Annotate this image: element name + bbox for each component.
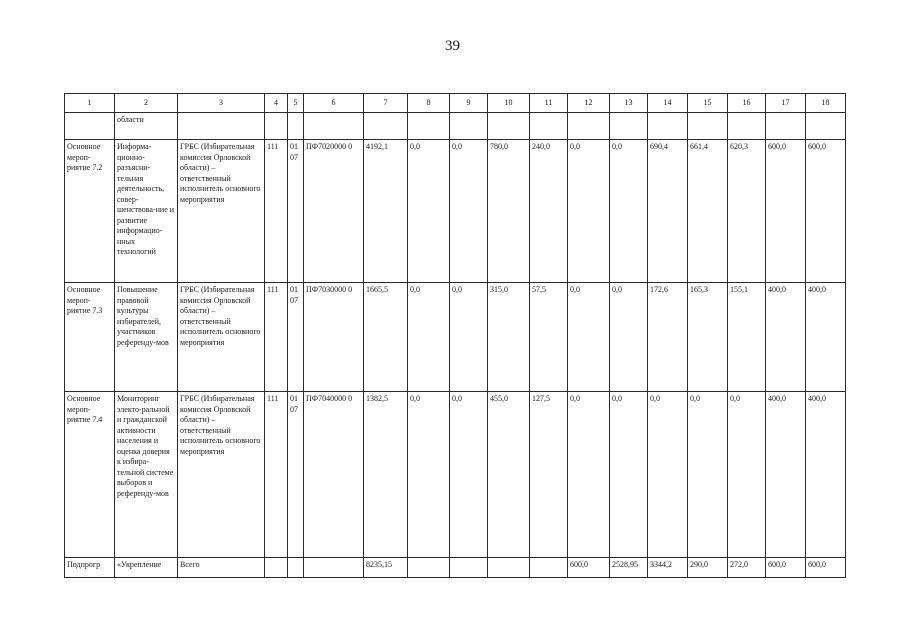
header-cell: 13 — [610, 94, 648, 113]
table-cell: 0,0 — [568, 140, 610, 283]
table-cell — [766, 113, 806, 140]
measure-name-cell: Информа-ционно-разъясни-тельная деятельность, совер-шенствова-ние и развитие информацио-нных технологий — [115, 140, 178, 283]
table-cell: 0,0 — [648, 392, 688, 558]
table-cell — [728, 113, 766, 140]
header-cell: 4 — [265, 94, 288, 113]
table-cell — [688, 113, 728, 140]
table-row — [65, 140, 846, 283]
table-cell: 600,0 — [568, 558, 610, 578]
table-cell: 0,0 — [610, 140, 648, 283]
header-cell: 9 — [450, 94, 488, 113]
table-cell: 0,0 — [450, 392, 488, 558]
table-row — [65, 392, 846, 558]
table-cell: 0,0 — [610, 392, 648, 558]
table-cell: 2528,95 — [610, 558, 648, 578]
table-cell: 0,0 — [610, 283, 648, 392]
table-cell — [530, 113, 568, 140]
header-cell: 12 — [568, 94, 610, 113]
table-cell: 4192,1 — [364, 140, 408, 283]
header-cell: 11 — [530, 94, 568, 113]
table-cell — [364, 113, 408, 140]
table-cell — [488, 558, 530, 578]
table-cell: 1665,5 — [364, 283, 408, 392]
table-cell: 620,3 — [728, 140, 766, 283]
budget-table — [64, 93, 846, 578]
table-cell: 155,1 — [728, 283, 766, 392]
table-cell: 455,0 — [488, 392, 530, 558]
table-cell: 315,0 — [488, 283, 530, 392]
table-cell: 111 — [265, 392, 288, 558]
header-cell: 10 — [488, 94, 530, 113]
table-cell: 0,0 — [568, 283, 610, 392]
header-cell: 7 — [364, 94, 408, 113]
table-cell: 240,0 — [530, 140, 568, 283]
measure-name-cell: Мониторинг электо-ральной и гражданской активности населения и оценка доверия к избира-тельной системе выборов и референду-мов — [115, 392, 178, 558]
table-cell: 0,0 — [408, 392, 450, 558]
header-cell: 17 — [766, 94, 806, 113]
table-cell — [408, 113, 450, 140]
table-cell: 01 07 — [288, 392, 304, 558]
table-cell: ПФ7030000 0 — [304, 283, 364, 392]
header-cell: 5 — [288, 94, 304, 113]
table-cell: 01 07 — [288, 283, 304, 392]
measure-label-cell: Основное мероп-риятие 7.2 — [65, 140, 115, 283]
table-cell: 690,4 — [648, 140, 688, 283]
table-header-row — [65, 94, 846, 113]
table-cell: 0,0 — [408, 140, 450, 283]
header-cell: 18 — [806, 94, 846, 113]
measure-label-cell: Основное мероп-риятие 7.3 — [65, 283, 115, 392]
table-cell: 400,0 — [766, 392, 806, 558]
table-cell: 0,0 — [408, 283, 450, 392]
table-cell: ПФ7040000 0 — [304, 392, 364, 558]
table-cell — [450, 113, 488, 140]
table-cell — [265, 113, 288, 140]
table-cell: 0,0 — [728, 392, 766, 558]
table-cell: области — [115, 113, 178, 140]
executor-cell: ГРБС (Избирательная комиссия Орловской области) – ответственный исполнитель основного мероприятия — [178, 392, 265, 558]
header-cell: 14 — [648, 94, 688, 113]
table-cell: 127,5 — [530, 392, 568, 558]
table-cell: 600,0 — [766, 140, 806, 283]
table-cell: 400,0 — [806, 283, 846, 392]
table-cell: 400,0 — [806, 392, 846, 558]
table-cell: 780,0 — [488, 140, 530, 283]
table-cell — [304, 113, 364, 140]
table-cell: 400,0 — [766, 283, 806, 392]
table-cell — [450, 558, 488, 578]
table-cell — [610, 113, 648, 140]
table-cell — [408, 558, 450, 578]
table-cell — [568, 113, 610, 140]
executor-cell: ГРБС (Избирательная комиссия Орловской области) – ответственный исполнитель основного мероприятия — [178, 283, 265, 392]
table-cell: 57,5 — [530, 283, 568, 392]
table-cell: Всего — [178, 558, 265, 578]
continuation-row — [65, 113, 846, 140]
measure-name-cell: Повышение правовой культуры избирателей, участников референду-мов — [115, 283, 178, 392]
measure-label-cell: Основное мероп-риятие 7.4 — [65, 392, 115, 558]
table-cell: 272,0 — [728, 558, 766, 578]
table-cell: 111 — [265, 140, 288, 283]
header-cell: 16 — [728, 94, 766, 113]
page-number: 39 — [445, 38, 460, 54]
header-cell: 2 — [115, 94, 178, 113]
table-cell: 8235,15 — [364, 558, 408, 578]
executor-cell: ГРБС (Избирательная комиссия Орловской области) – ответственный исполнитель основного мероприятия — [178, 140, 265, 283]
header-cell: 8 — [408, 94, 450, 113]
table-row — [65, 283, 846, 392]
table-cell: 0,0 — [450, 283, 488, 392]
table-cell — [806, 113, 846, 140]
table-cell: 0,0 — [688, 392, 728, 558]
header-cell: 15 — [688, 94, 728, 113]
table-cell — [530, 558, 568, 578]
table-cell: 1382,5 — [364, 392, 408, 558]
table-cell — [65, 113, 115, 140]
table-cell: 0,0 — [568, 392, 610, 558]
table-cell: ПФ7020000 0 — [304, 140, 364, 283]
table-cell: 600,0 — [806, 558, 846, 578]
table-cell: 600,0 — [806, 140, 846, 283]
table-cell — [304, 558, 364, 578]
table-cell: 3344,2 — [648, 558, 688, 578]
table-cell: 01 07 — [288, 140, 304, 283]
table-cell — [265, 558, 288, 578]
table-cell: 661,4 — [688, 140, 728, 283]
table-cell: «Укрепление — [115, 558, 178, 578]
table-cell: 0,0 — [450, 140, 488, 283]
table-cell — [178, 113, 265, 140]
table-cell: Подпрогр — [65, 558, 115, 578]
table-cell: 600,0 — [766, 558, 806, 578]
header-cell: 1 — [65, 94, 115, 113]
table-cell — [488, 113, 530, 140]
table-cell — [648, 113, 688, 140]
table-cell: 165,3 — [688, 283, 728, 392]
table-cell — [288, 558, 304, 578]
header-cell: 6 — [304, 94, 364, 113]
table-cell: 172,6 — [648, 283, 688, 392]
table-cell: 111 — [265, 283, 288, 392]
table-cell — [288, 113, 304, 140]
header-cell: 3 — [178, 94, 265, 113]
table-cell: 290,0 — [688, 558, 728, 578]
subprogram-row — [65, 558, 846, 578]
